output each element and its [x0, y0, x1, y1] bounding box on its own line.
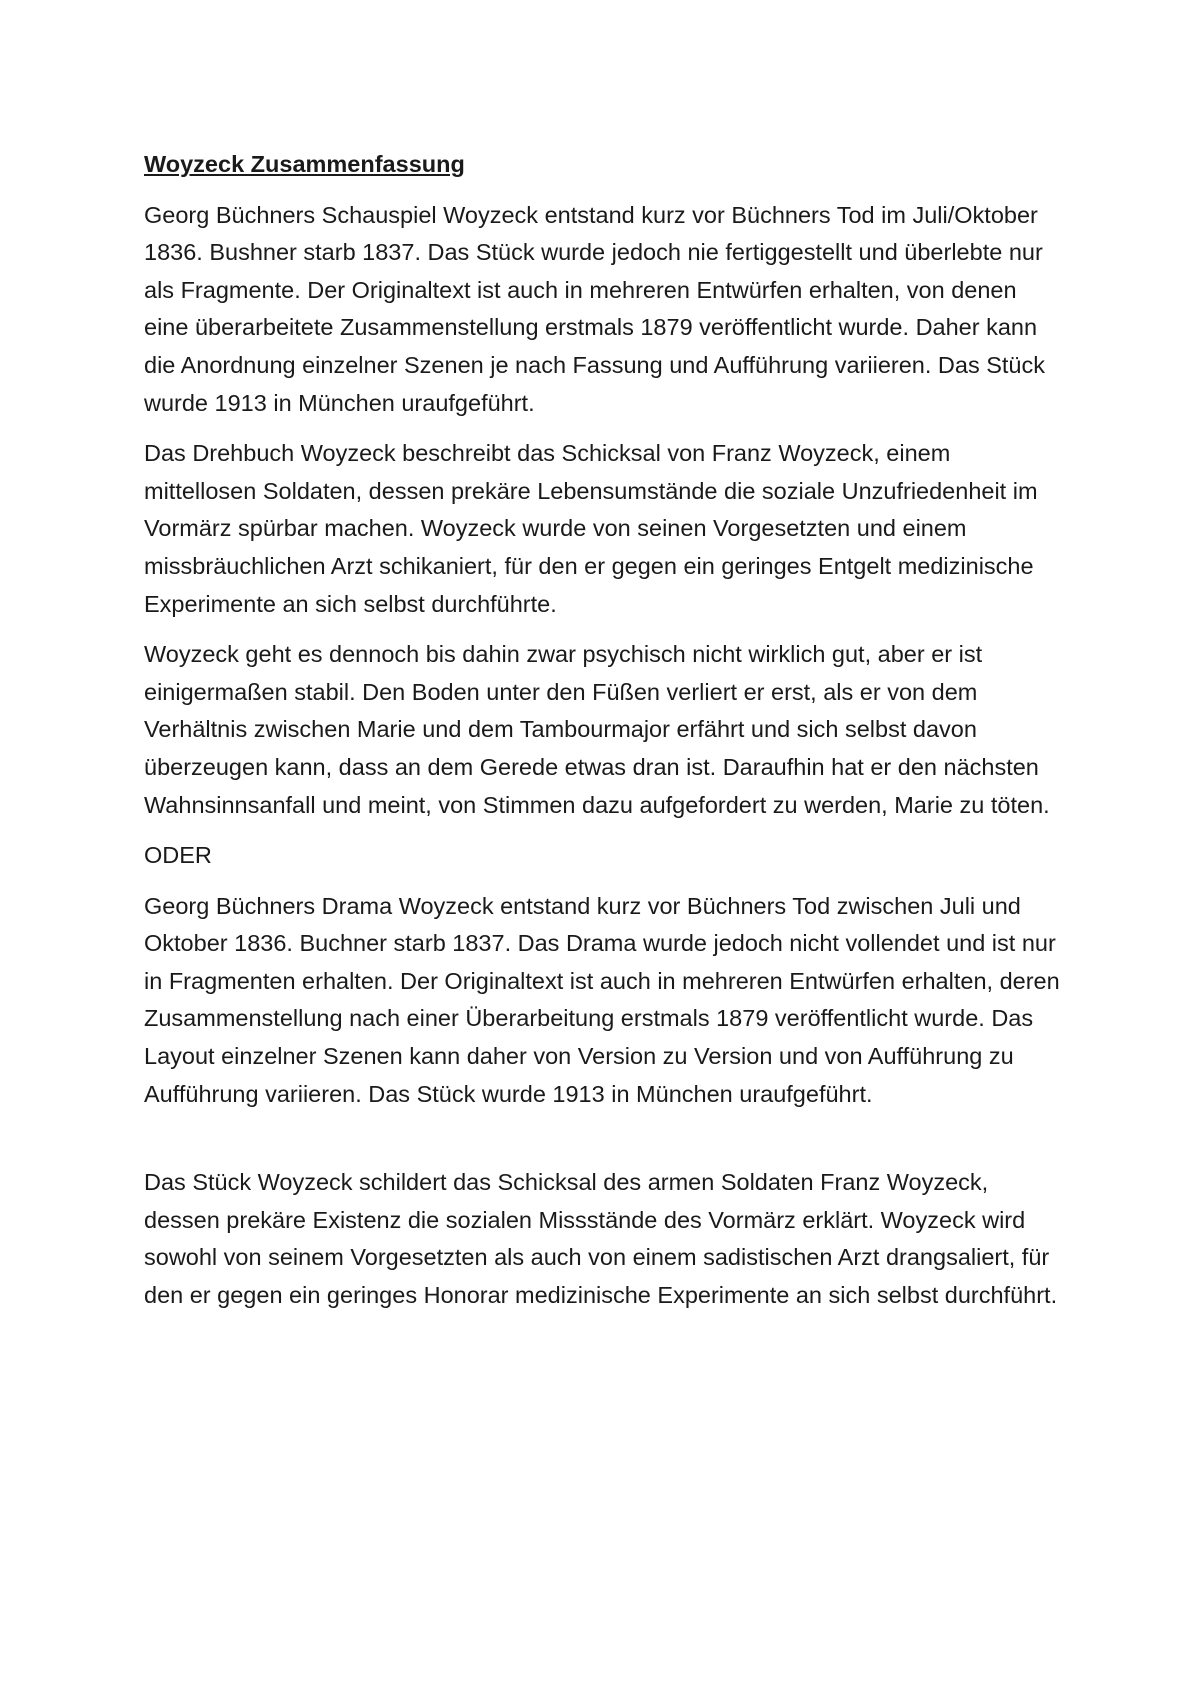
- paragraph-1: Georg Büchners Schauspiel Woyzeck entstand kurz vor Büchners Tod im Juli/Oktober 1836. Bushner starb 1837. Das Stück wurde jedoch nie fertiggestellt und überlebte nur als Fragmente. Der Originaltext ist auch in mehreren Entwürfen erhalten, von denen eine überarbeitete Zusammenstellung erstmals 1879 veröffentlicht wurde. Daher kann die Anordnung einzelner Szenen je nach Fassung und Aufführung variieren. Das Stück wurde 1913 in München uraufgeführt.: [144, 201, 1045, 416]
- blank-line: [144, 1126, 1064, 1164]
- paragraph-2: Das Drehbuch Woyzeck beschreibt das Schicksal von Franz Woyzeck, einem mittellosen Soldaten, dessen prekäre Lebensumstände die soziale Unzufriedenheit im Vormärz spürbar machen. Woyzeck wurde von seinen Vorgesetzten und einem missbräuchlichen Arzt schikaniert, für den er gegen ein geringes Entgelt medizinische Experimente an sich selbst durchführte.: [144, 440, 1038, 617]
- document-title: Woyzeck Zusammenfassung: [144, 151, 465, 177]
- separator-oder: ODER: [144, 842, 212, 869]
- paragraph-5: Das Stück Woyzeck schildert das Schicksal des armen Soldaten Franz Woyzeck, dessen prekäre Existenz die sozialen Missstände des Vormärz erklärt. Woyzeck wird sowohl von seinem Vorgesetzten als auch von einem sadistischen Arzt drangsaliert, für den er gegen ein geringes Honorar medizinische Experimente an sich selbst durchführt.: [144, 1169, 1058, 1309]
- document-body: [144, 146, 1064, 1328]
- paragraph-3: Woyzeck geht es dennoch bis dahin zwar psychisch nicht wirklich gut, aber er ist einigermaßen stabil. Den Boden unter den Füßen verliert er erst, als er von dem Verhältnis zwischen Marie und dem Tambourmajor erfährt und sich selbst davon überzeugen kann, dass an dem Gerede etwas dran ist. Daraufhin hat er den nächsten Wahnsinnsanfall und meint, von Stimmen dazu aufgefordert zu werden, Marie zu töten.: [144, 641, 1050, 818]
- paragraph-4: Georg Büchners Drama Woyzeck entstand kurz vor Büchners Tod zwischen Juli und Oktober 1836. Buchner starb 1837. Das Drama wurde jedoch nicht vollendet und ist nur in Fragmenten erhalten. Der Originaltext ist auch in mehreren Entwürfen erhalten, deren Zusammenstellung nach einer Überarbeitung erstmals 1879 veröffentlicht wurde. Das Layout einzelner Szenen kann daher von Version zu Version und von Aufführung zu Aufführung variieren. Das Stück wurde 1913 in München uraufgeführt.: [144, 892, 1060, 1107]
